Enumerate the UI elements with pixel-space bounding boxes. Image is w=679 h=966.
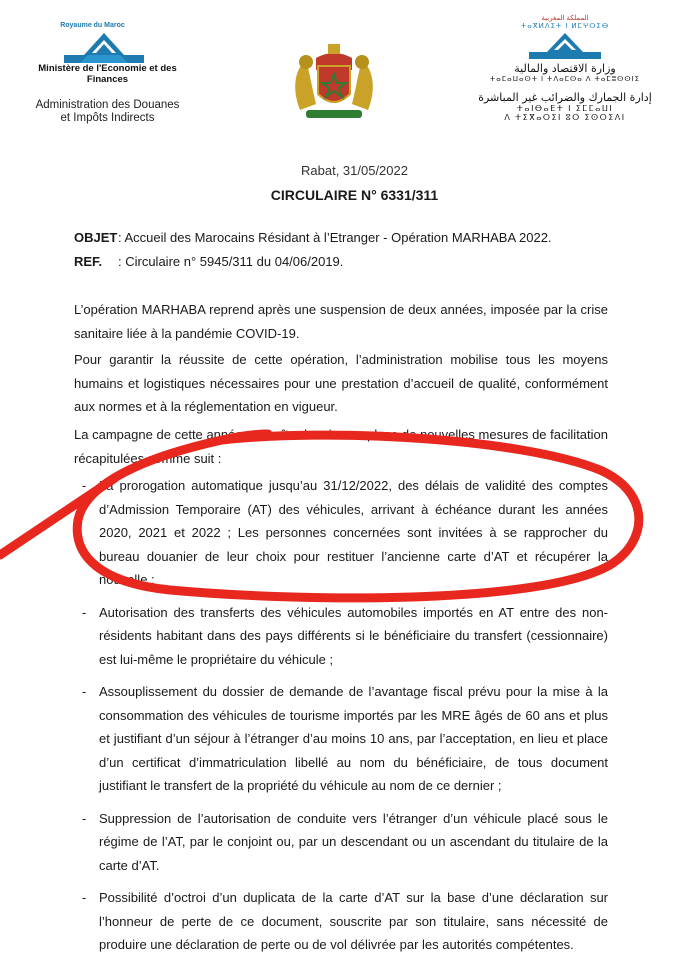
paragraph-mobilisation: Pour garantir la réussite de cette opération, l’administration mobilise tous les moyens humains et logistiques nécessaires pour une prestation d’accueil de qualité, conformément aux normes et à la réglementation en vigueur.	[74, 352, 608, 414]
administration-name	[20, 99, 195, 125]
objet-line	[74, 230, 552, 245]
administration-name-arabic: إدارة الجمارك والضرائب غير المباشرة	[478, 91, 652, 104]
list-item	[74, 601, 608, 672]
ministry-logo-right	[470, 14, 660, 122]
list-item	[74, 886, 608, 957]
paragraph-campaign: La campagne de cette année connaîtra la mise en place de nouvelles mesures de facilitation récapitulées comme suit :	[74, 427, 608, 466]
list-dash: -	[82, 604, 87, 620]
kingdom-label-tifinagh: ⵜⴰⴳⵍⴷⵉⵜ ⵏ ⵍⵎⵖⵔⵉⴱ	[520, 23, 610, 30]
list-dash: -	[82, 478, 87, 493]
ref-line	[74, 254, 343, 269]
list-item-text: Autorisation des transferts des véhicules automobiles importés en AT entre des non-résidents habitant dans des pays différents si le bénéficiaire du transfert (cessionnaire) est lui-même le propriétaire du véhicule ;	[99, 604, 608, 667]
list-dash: -	[82, 890, 87, 905]
kingdom-label-arabic: المملكة المغربية	[541, 15, 589, 22]
list-dash: -	[82, 684, 87, 699]
ref-label: REF.	[74, 254, 103, 269]
ministry-name-arabic: وزارة الاقتصاد والمالية	[514, 62, 616, 75]
administration-line-1: Administration des Douanes	[35, 99, 180, 111]
letterhead	[0, 0, 679, 140]
list-item-text: Assouplissement du dossier de demande de l’avantage fiscal prévu pour la mise à la consommation des véhicules de tourisme importés par les MRE âgés de 60 ans et plus et justifiant d’un séjour à l’étranger d’au moins 10 ans, par l’acceptation, en lieu et place d’un certificat d’immatriculation libellé au nom du bénéficiaire, de tous document justifiant le transfert de la propriété du véhicule au nom de ce dernier ;	[99, 684, 608, 793]
triangle-logo-icon	[58, 31, 150, 65]
ministry-name-tifinagh: ⵜⴰⵎⴰⵡⴰⵙⵜ ⵏ ⵜⴷⴰⵎⵙⴰ ⴷ ⵜⴰⵎⵓⵙⵙⵏⵉ	[489, 76, 641, 83]
document-title: CIRCULAIRE N° 6331/311	[270, 187, 439, 203]
administration-name-tifinagh-1: ⵜⴰⵏⴱⴰⴹⵜ ⵏ ⵉⵎⵎⴰⵡⵏ	[516, 104, 614, 113]
administration-name-tifinagh-2: ⴷ ⵜⵉⴳⴰⵔⵉⵏ ⵓⵔ ⵉⵙⵔⵉⴷⵏ	[504, 113, 626, 122]
list-dash: -	[82, 810, 87, 826]
list-item-text: Suppression de l’autorisation de conduite vers l’étranger d’un véhicule placé sous le régime de l’AT, par le conjoint ou, par un descendant ou un ascendant du titulaire de la carte d’AT.	[99, 810, 608, 873]
paragraph-intro: L’opération MARHABA reprend après une suspension de deux années, imposée par la crise sanitaire liée à la pandémie COVID-19.	[74, 302, 608, 341]
ministry-name: Ministère de l'Economie et des Finances	[38, 63, 177, 85]
list-item-text: Possibilité d’octroi d’un duplicata de la carte d’AT sur la base d’une déclaration sur l’honneur de perte de ce document, souscrite par son titulaire, sans nécessité de produire une déclaration de perte ou de vol délivrée par les autorités compétentes.	[99, 890, 608, 952]
list-item-text: La prorogation automatique jusqu’au 31/12/2022, des délais de validité des comptes d’Admission Temporaire (AT) des véhicules, arrivant à échéance durant les années 2020, 2021 et 2022 ; Les personnes concernées sont invitées à se rapprocher du bureau douanier de leur choix pour restituer l’ancienne carte d’AT et récupérer la nouvelle ;	[99, 478, 608, 587]
list-item	[74, 807, 608, 878]
ministry-logo-left	[20, 22, 195, 125]
kingdom-label: Royaume du Maroc	[60, 22, 125, 29]
list-item	[74, 680, 608, 798]
list-item	[74, 474, 608, 592]
measures-list	[74, 474, 608, 966]
ref-text: : Circulaire n° 5945/311 du 04/06/2019.	[118, 254, 344, 269]
administration-line-2: et Impôts Indirects	[60, 112, 155, 124]
objet-label: OBJET	[74, 230, 118, 245]
coat-of-arms-icon	[286, 40, 382, 122]
document-date: Rabat, 31/05/2022	[301, 163, 408, 178]
objet-text: : Accueil des Marocains Résidant à l’Etranger - Opération MARHABA 2022.	[118, 230, 552, 245]
triangle-logo-icon	[525, 32, 605, 60]
